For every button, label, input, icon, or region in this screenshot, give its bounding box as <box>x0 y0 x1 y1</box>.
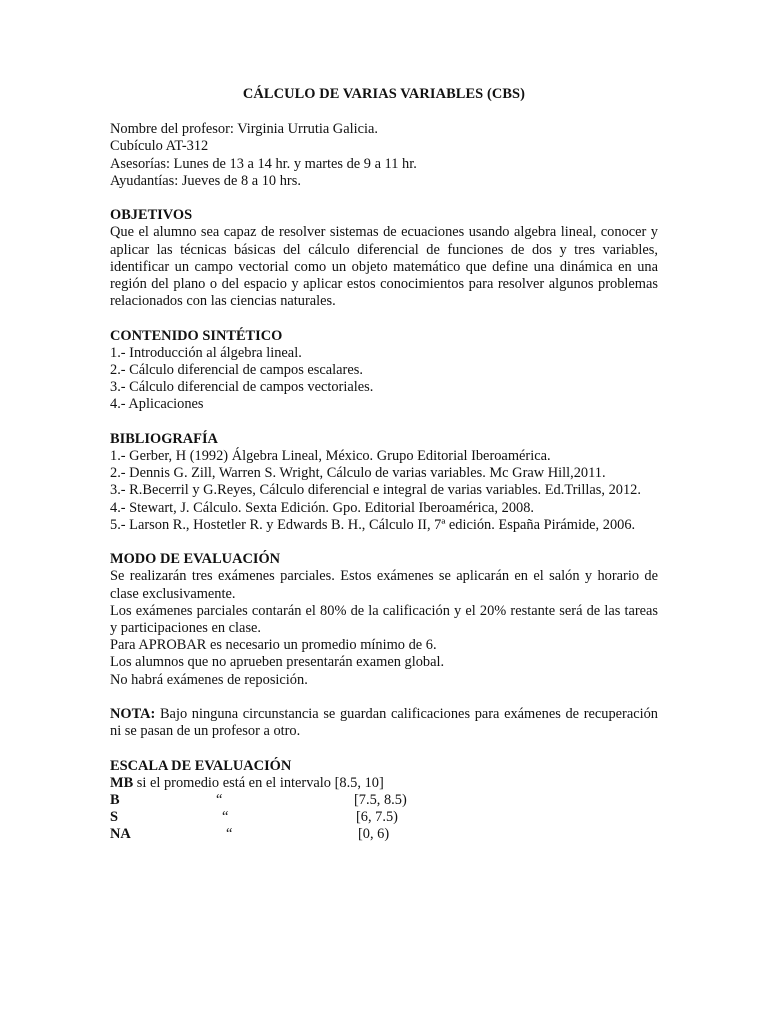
objectives-heading: OBJETIVOS <box>110 207 193 224</box>
evaluation-section <box>110 551 658 689</box>
content-heading: CONTENIDO SINTÉTICO <box>110 327 283 344</box>
objectives-section <box>110 207 658 310</box>
grade-description: si el promedio está en el intervalo [8.5, 10] <box>133 774 384 791</box>
evaluation-heading: MODO DE EVALUACIÓN <box>110 551 281 568</box>
content-item: 2.- Cálculo diferencial de campos escalares. <box>110 362 363 379</box>
bibliography-item: 3.- R.Becerril y G.Reyes, Cálculo diferencial e integral de varias variables. Ed.Trillas, 2012. <box>110 482 641 499</box>
objectives-text: Que el alumno sea capaz de resolver sistemas de ecuaciones usando algebra lineal, conocer y aplicar las técnicas básicas del cálculo diferencial de funciones de dos y tres variables, identificar un campo vectorial como un objeto matemático que define una dinámica en una región del plano o del espacio y aplicar estos conocimientos para resolver algunos problemas relacionados con las ciencias naturales. <box>110 224 658 310</box>
ditto-mark: “ <box>226 826 233 843</box>
grade-key: MB <box>110 774 134 791</box>
professor-info <box>110 121 658 190</box>
ditto-mark: “ <box>222 809 229 826</box>
tutoring-hours: Ayudantías: Jueves de 8 a 10 hrs. <box>110 172 301 189</box>
evaluation-paragraph: No habrá exámenes de reposición. <box>110 671 308 688</box>
note-label: NOTA: <box>110 706 156 723</box>
syllabus-document <box>110 86 658 844</box>
grading-scale-row <box>110 792 658 809</box>
grading-scale-row <box>110 775 658 792</box>
bibliography-item: 2.- Dennis G. Zill, Warren S. Wright, Cálculo de varias variables. Mc Graw Hill,2011. <box>110 465 606 482</box>
bibliography-item: 1.- Gerber, H (1992) Álgebra Lineal, México. Grupo Editorial Iberoamérica. <box>110 448 551 465</box>
grade-key: NA <box>110 826 131 843</box>
content-item: 3.- Cálculo diferencial de campos vectoriales. <box>110 379 374 396</box>
grading-scale-row <box>110 826 658 843</box>
office: Cubículo AT-312 <box>110 138 209 155</box>
bibliography-heading: BIBLIOGRAFÍA <box>110 430 218 447</box>
evaluation-paragraph: Los exámenes parciales contarán el 80% de la calificación y el 20% restante será de las tareas y participaciones en clase. <box>110 602 658 637</box>
grade-range: [7.5, 8.5) <box>354 792 407 809</box>
office-hours: Asesorías: Lunes de 13 a 14 hr. y martes de 9 a 11 hr. <box>110 155 417 172</box>
grade-range: [6, 7.5) <box>356 809 398 826</box>
grade-key: S <box>110 809 119 826</box>
document-title: CÁLCULO DE VARIAS VARIABLES (CBS) <box>242 86 526 102</box>
grade-range: [0, 6) <box>358 826 390 843</box>
bibliography-item: 4.- Stewart, J. Cálculo. Sexta Edición. Gpo. Editorial Iberoamérica, 2008. <box>110 499 535 516</box>
grading-scale-section <box>110 758 658 844</box>
bibliography-item: 5.- Larson R., Hostetler R. y Edwards B. H., Cálculo II, 7ª edición. España Pirámide, 2006. <box>110 516 636 533</box>
note-text: Bajo ninguna circunstancia se guardan calificaciones para exámenes de recuperación ni se pasan de un profesor a otro. <box>110 706 658 740</box>
grading-scale-row <box>110 809 658 826</box>
evaluation-paragraph: Para APROBAR es necesario un promedio mínimo de 6. <box>110 637 437 654</box>
content-item: 4.- Aplicaciones <box>110 396 204 413</box>
evaluation-paragraph: Se realizarán tres exámenes parciales. Estos exámenes se aplicarán en el salón y horario de clase exclusivamente. <box>110 568 658 602</box>
note-paragraph <box>110 706 658 740</box>
bibliography-section <box>110 431 658 534</box>
grade-key: B <box>110 792 120 809</box>
professor-name: Nombre del profesor: Virginia Urrutia Galicia. <box>110 121 378 138</box>
ditto-mark: “ <box>216 792 223 809</box>
evaluation-paragraph: Los alumnos que no aprueben presentarán examen global. <box>110 654 445 671</box>
content-section <box>110 328 658 414</box>
content-item: 1.- Introducción al álgebra lineal. <box>110 344 302 361</box>
grading-scale-heading: ESCALA DE EVALUACIÓN <box>110 757 292 774</box>
